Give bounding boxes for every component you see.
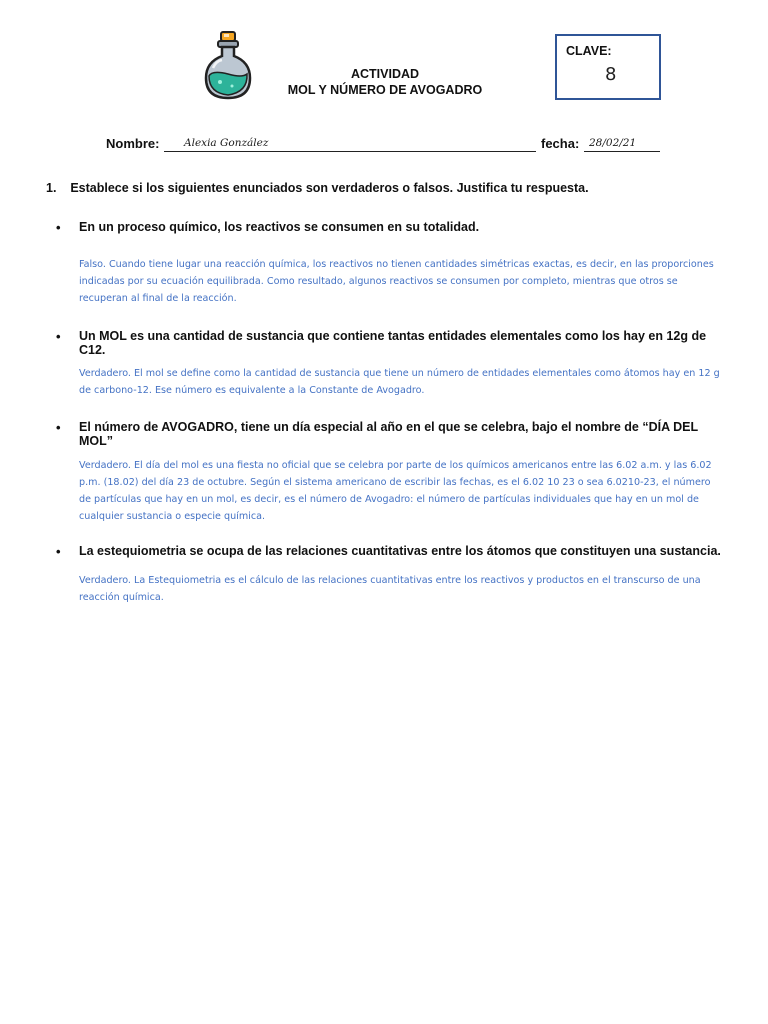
title-line-1: ACTIVIDAD [350,67,420,81]
answer-text: Verdadero. El día del mol es una fiesta no oficial que se celebra por parte de los químicos americanos entre las 6.02 a.m. y las 6.02 p.m. (18.02) del día 23 de octubre. Según el sistema americano de escribir las fechas, es el 6.02 10 23 o sea 6.0210-23, el número de partículas que hay en un mol, es decir, es el número de Avogadro: el número de partículas individuales que hay en un mol de cualquier sustancia o especie química. [79,460,712,522]
bullet: • [56,329,61,344]
bullet: • [56,220,61,235]
date-value: 28/02/21 [589,137,637,149]
clave-value: 8 [605,64,617,85]
date-underline [584,151,660,152]
answer-text: Verdadero. El mol se define como la cantidad de sustancia que tiene un número de entidades elementales como átomos hay en 12 g de carbono-12. Ese número es equivalente a la Constante de Avogadro. [79,368,720,396]
question-number: 1. [46,181,57,195]
bullet: • [56,544,61,559]
answer-text: Verdadero. La Estequiometria es el cálculo de las relaciones cuantitativas entre los reactivos y productos en el transcurso de una reacción química. [79,575,701,603]
statement: En un proceso químico, los reactivos se consumen en su totalidad. [79,220,480,234]
name-value: Alexia González [184,137,269,149]
page-title [250,66,520,98]
clave-label: CLAVE: [566,44,612,58]
question-heading [46,181,726,195]
bullet: • [56,420,61,435]
question-text: Establece si los siguientes enunciados son verdaderos o falsos. Justifica tu respuesta. [70,181,589,195]
name-label: Nombre: [106,136,160,151]
statement: El número de AVOGADRO, tiene un día especial al año en el que se celebra, bajo el nombre de “DÍA DEL MOL” [79,420,698,448]
potion-flask-icon [202,30,254,102]
date-label: fecha: [541,136,580,151]
statement: La estequiometria se ocupa de las relaciones cuantitativas entre los átomos que constituyen una sustancia. [79,544,721,558]
answer-text: Falso. Cuando tiene lugar una reacción química, los reactivos no tienen cantidades simétricas exactas, es decir, en las proporciones indicadas por su ecuación equilibrada. Como resultado, algunos reactivos se consumen por completo, mientras que otros se recuperan al final de la reacción. [79,259,714,304]
student-info-row [106,136,666,154]
statement: Un MOL es una cantidad de sustancia que contiene tantas entidades elementales como los hay en 12g de C12. [79,329,707,357]
title-line-2: MOL Y NÚMERO DE AVOGADRO [287,83,483,97]
name-underline [164,151,536,152]
clave-box [555,34,661,100]
